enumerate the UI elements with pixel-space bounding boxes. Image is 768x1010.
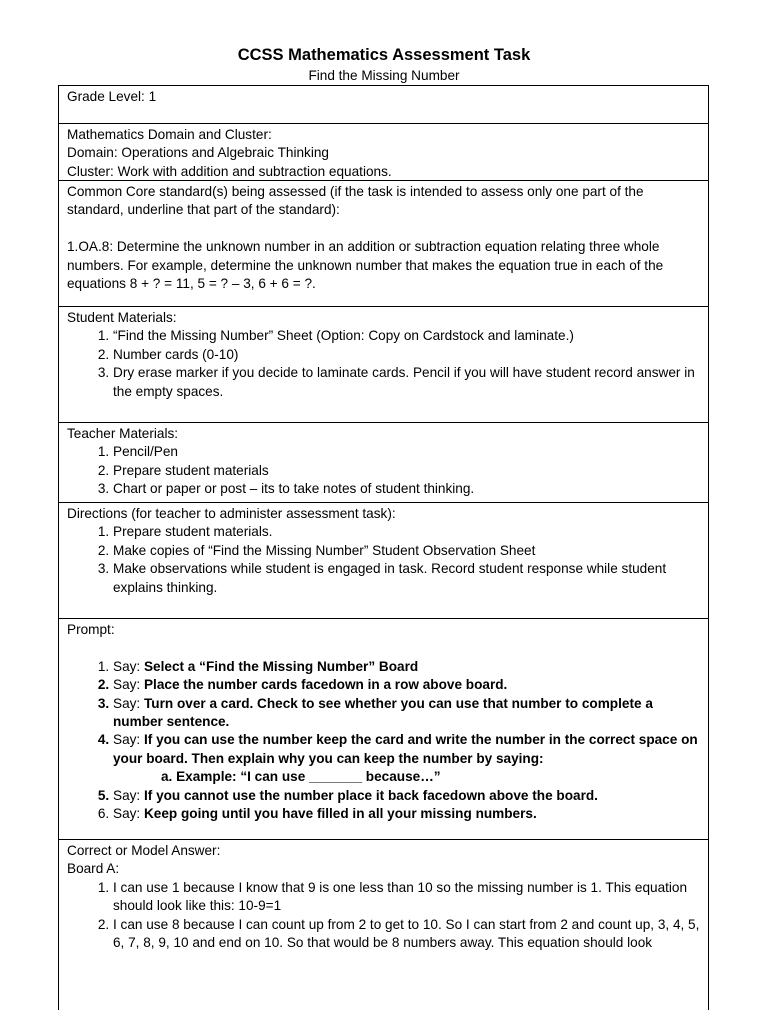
prompt-text: Turn over a card. Check to see whether you can use that number to complete a number sentence. [113,695,653,730]
student-materials-list [67,327,701,401]
list-item: 2. Number cards (0-10) [113,346,701,364]
say-label: Say: [113,695,141,711]
standard-row [59,181,708,307]
grade-level-row [59,86,708,124]
domain-cluster-row [59,124,708,181]
assessment-table [58,85,709,1010]
answer-list [67,879,701,953]
prompt-heading: Prompt: [67,622,115,637]
domain-text: Domain: Operations and Algebraic Thinking [67,145,329,161]
page-subtitle: Find the Missing Number [308,68,460,83]
list-item [113,731,701,786]
prompt-row [59,619,708,840]
answer-heading: Correct or Model Answer: [67,843,221,858]
list-item: 3. Chart or paper or post – its to take notes of student thinking. [113,480,701,498]
teacher-materials-heading: Teacher Materials: [67,426,179,441]
list-item: 1. “Find the Missing Number” Sheet (Option: Copy on Cardstock and laminate.) [113,327,701,345]
domain-heading: Mathematics Domain and Cluster: [67,127,272,142]
say-label: Say: [113,787,141,803]
say-label: Say: [113,806,141,822]
list-item: 2. I can use 8 because I can count up from 2 to get to 10. So I can start from 2 and count up, 3, 4, 5, 6, 7, 8, 9, 10 and end on 10. So that would be 8 numbers away. This equation should look [113,916,701,953]
say-label: Say: [113,658,141,674]
list-item [113,695,701,732]
board-label: Board A: [67,861,120,877]
prompt-example: a. Example: “I can use _______ because…” [161,769,441,785]
teacher-materials-list [67,443,701,498]
list-item: 1. Prepare student materials. [113,523,701,541]
list-item [113,676,701,694]
list-item: 2. Prepare student materials [113,462,701,480]
list-item [113,658,701,676]
list-item: 2. Make copies of “Find the Missing Number” Student Observation Sheet [113,542,701,560]
list-item: 1. I can use 1 because I know that 9 is one less than 10 so the missing number is 1. This equation should look like this: 10-9=1 [113,879,701,916]
student-materials-heading: Student Materials: [67,310,177,325]
page-title: CCSS Mathematics Assessment Task [237,46,531,64]
list-item [113,805,701,823]
list-item: 3. Dry erase marker if you decide to laminate cards. Pencil if you will have student record answer in the empty spaces. [113,364,701,401]
directions-heading: Directions (for teacher to administer assessment task): [67,506,396,521]
cluster-text: Cluster: Work with addition and subtraction equations. [67,163,392,179]
prompt-list [67,658,701,824]
answer-row [59,840,708,1010]
directions-list [67,523,701,597]
prompt-text: If you cannot use the number place it back facedown above the board. [143,787,598,803]
prompt-text: Select a “Find the Missing Number” Board [143,658,419,674]
standard-text: 1.OA.8: Determine the unknown number in an addition or subtraction equation relating three whole numbers. For example, determine the unknown number that makes the equation true in each of the equations 8 + ? = 11, 5 = ? – 3, 6 + 6 = ?. [67,239,664,292]
say-label: Say: [113,732,141,748]
list-item: 1. Pencil/Pen [113,443,701,461]
say-label: Say: [113,677,141,693]
prompt-text: If you can use the number keep the card and write the number in the correct space on your board. Then explain why you can keep the number by saying: [113,732,698,766]
list-item: 3. Make observations while student is engaged in task. Record student response while student explains thinking. [113,560,701,597]
list-item [113,787,701,805]
prompt-text: Place the number cards facedown in a row above board. [143,677,508,693]
directions-row [59,503,708,619]
standard-heading: Common Core standard(s) being assessed (if the task is intended to assess only one part of the standard, underline that part of the standard): [67,184,644,218]
prompt-text: Keep going until you have filled in all your missing numbers. [143,806,537,822]
teacher-materials-row [59,423,708,503]
student-materials-row [59,307,708,423]
grade-level: Grade Level: 1 [67,89,157,104]
